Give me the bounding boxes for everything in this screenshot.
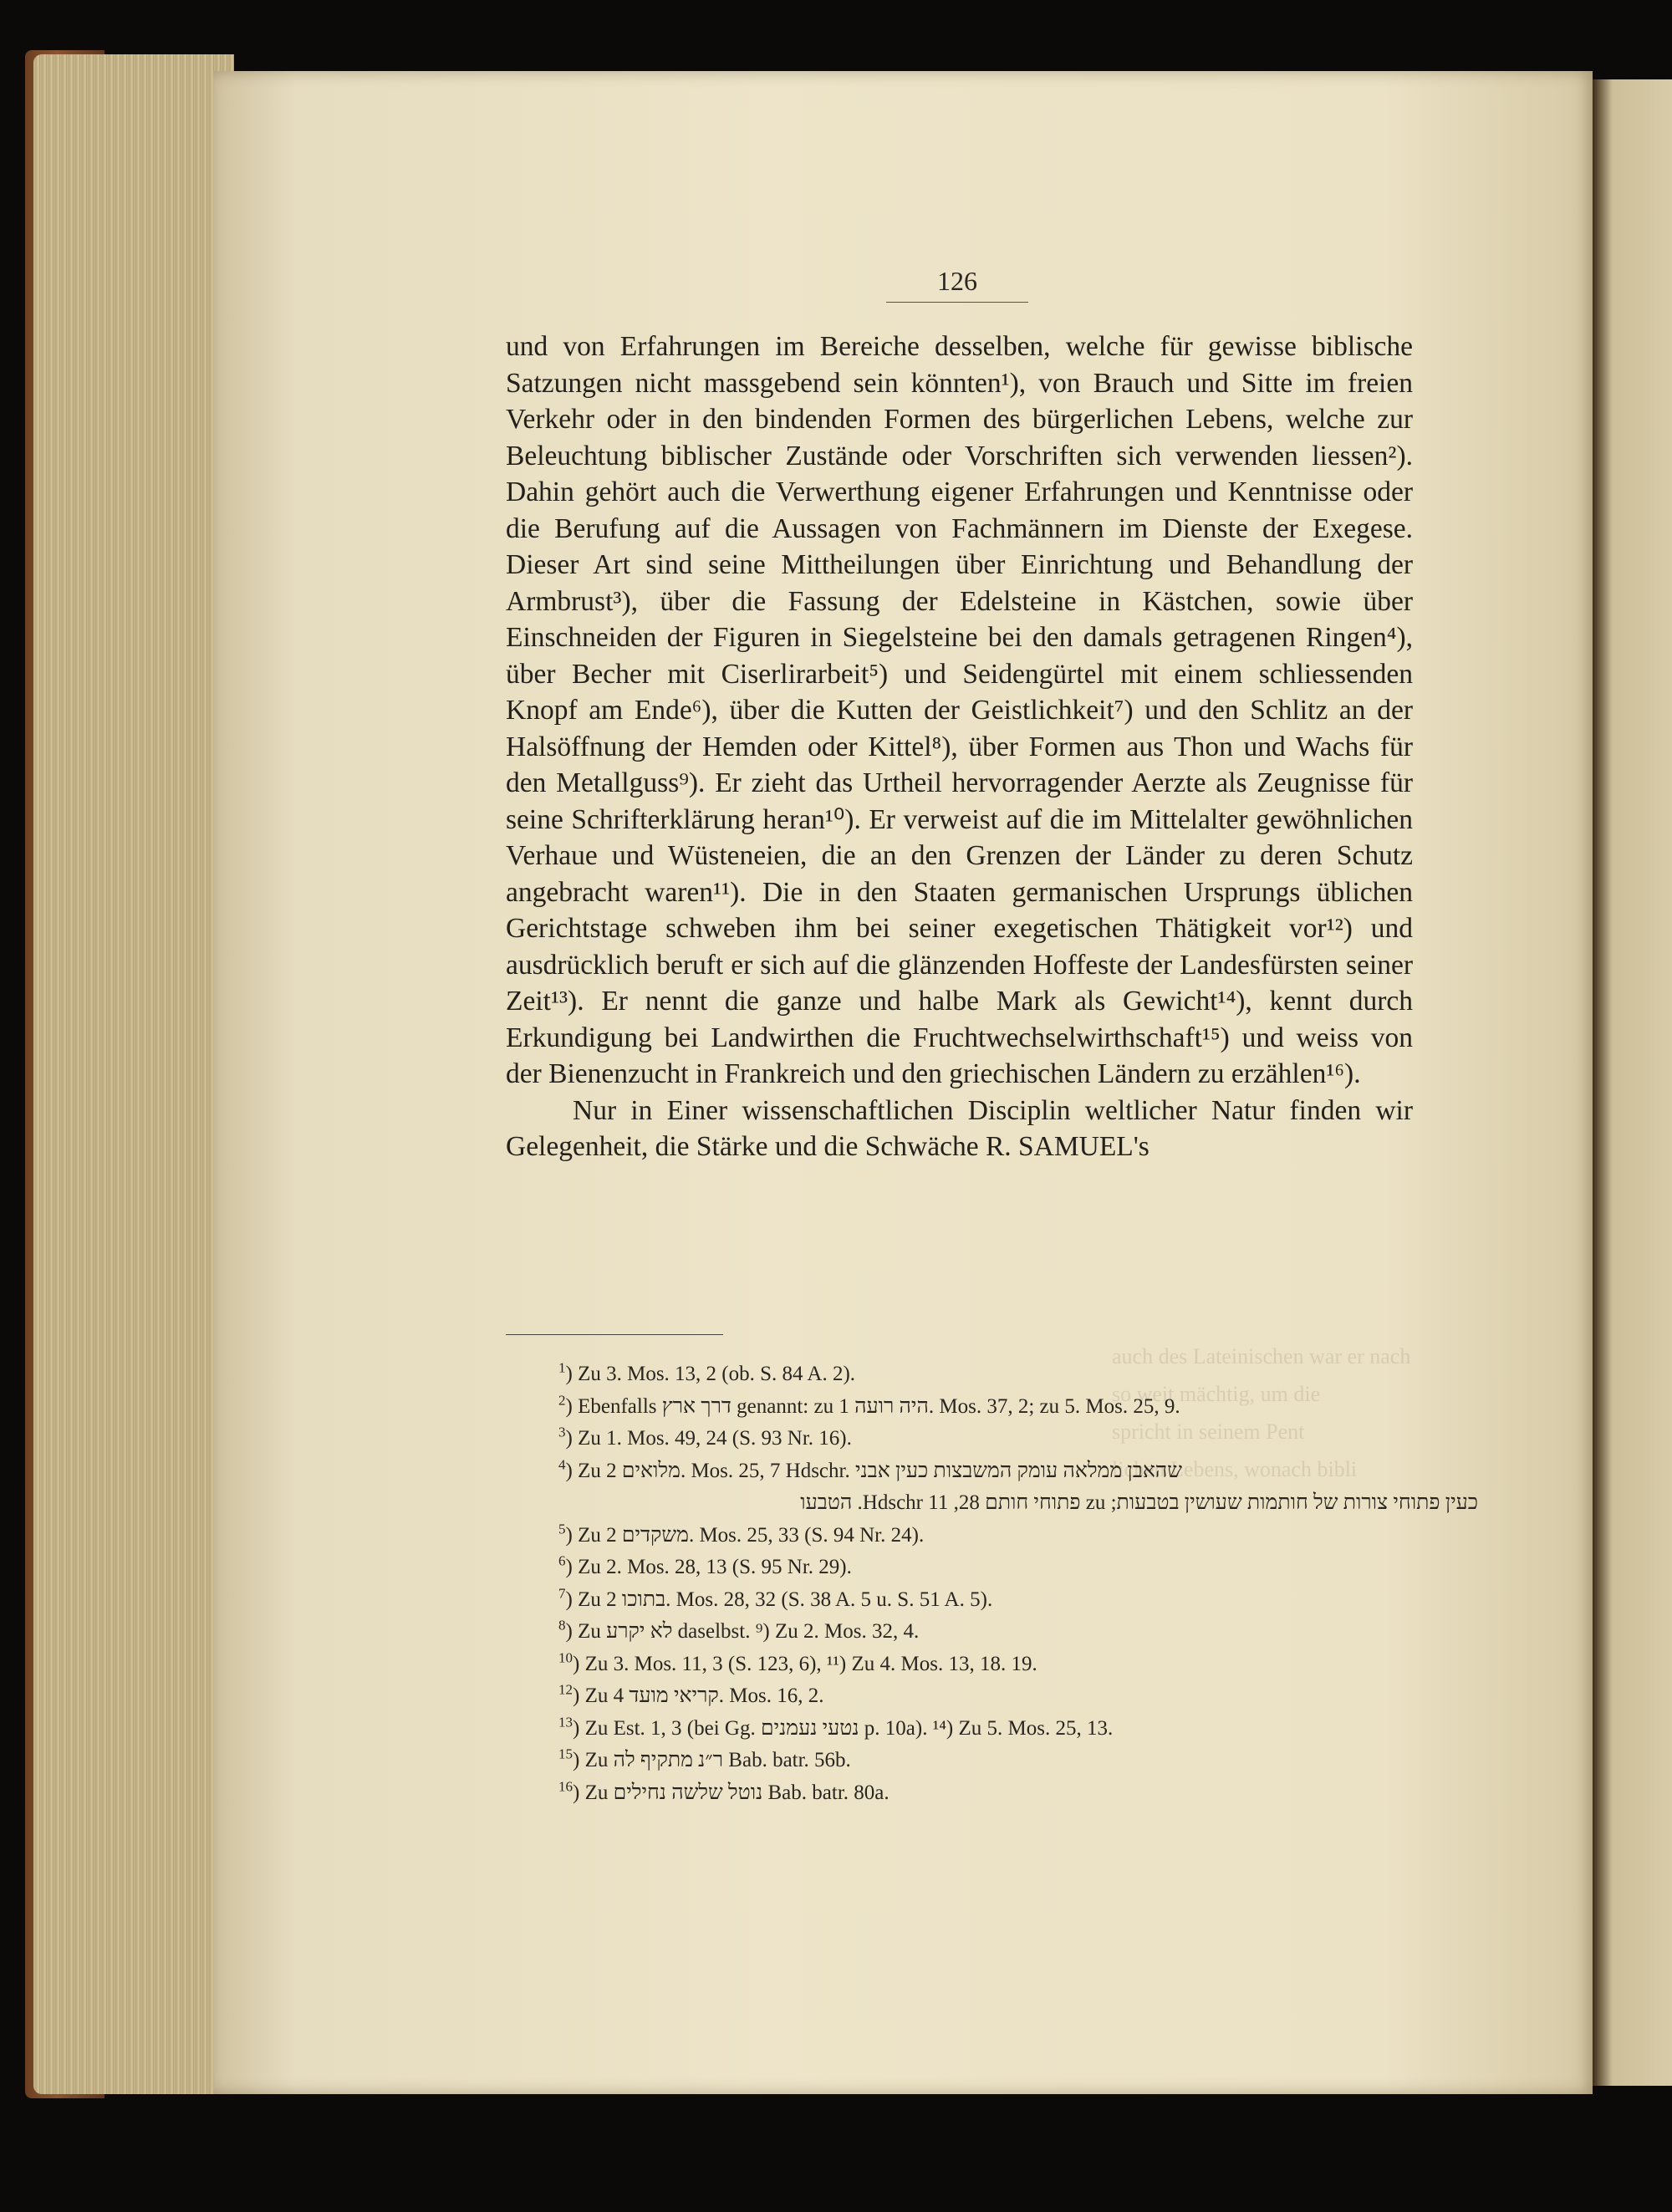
- footnote: $^4$) Zu מלואים 2. Mos. 25, 7 Hdschr. שהאבן ממלאה עומק המשבצות כעין אבני: [558, 1456, 1182, 1482]
- footnote: $^2$) Ebenfalls דרך ארץ genannt: zu היה רועה 1. Mos. 37, 2; zu 5. Mos. 25, 9.: [558, 1392, 1180, 1418]
- footnote-mark: 5: [558, 1521, 566, 1537]
- footnote: $^5$) Zu משקדים 2. Mos. 25, 33 (S. 94 Nr. 24).: [558, 1521, 925, 1547]
- paragraph-1: und von Erfahrungen im Bereiche desselben, welche für gewisse biblische Satzungen nicht massgebend sein könnten¹), von Brauch und Sitte im freien Verkehr oder in den bindenden Formen des bürgerlichen Lebens, welche zur Beleuchtung biblischer Zustände oder Vorschriften sich verwenden liessen²). Dahin gehört auch die Verwerthung eigener Erfahrungen und Kenntnisse oder die Berufung auf die Aussagen von Fachmännern im Dienste der Exegese. Dieser Art sind seine Mittheilungen über Einrichtung und Behandlung der Armbrust³), über die Fassung der Edelsteine in Kästchen, sowie über Einschneiden der Figuren in Siegelsteine bei den damals getragenen Ringen⁴), über Becher mit Ciserlirarbeit⁵) und Seidengürtel mit einem schliessenden Knopf am Ende⁶), über die Kutten der Geistlichkeit⁷) und den Schlitz an der Halsöffnung der Hemden oder Kittel⁸), über Formen aus Thon und Wachs für den Metallguss⁹). Er zieht das Urtheil hervorragender Aerzte als Zeugnisse für seine Schrifterklärung heran¹⁰). Er verweist auf die im Mittelalter gewöhnlichen Verhaue und Wüsteneien, die an den Grenzen der Länder zu deren Schutz angebracht waren¹¹). Die in den Staaten germanischen Ursprungs üblichen Gerichtstage schweben ihm bei seiner exegetischen Thätigkeit vor¹²) und ausdrücklich beruft er sich auf die glänzenden Hoffeste der Landesfürsten seiner Zeit¹³). Er nennt die ganze und halbe Mark als Gewicht¹⁴), kennt durch Erkundigung bei Landwirthen die Fruchtwechselwirthschaft¹⁵) und weiss von der Bienenzucht in Frankreich und den griechischen Ländern zu erzählen¹⁶).: [506, 331, 1413, 1089]
- footnote: $^{10}$) Zu 3. Mos. 11, 3 (S. 123, 6), ¹¹) Zu 4. Mos. 13, 18. 19.: [558, 1649, 1037, 1675]
- footnote-separator: [506, 1334, 723, 1335]
- footnote-text: Zu ר״נ מתקיף לה Bab. batr. 56b.: [584, 1749, 851, 1771]
- footnote-text: Zu 1. Mos. 49, 24 (S. 93 Nr. 16).: [578, 1427, 852, 1450]
- footnote-mark: 13: [558, 1714, 573, 1730]
- footnote-mark: 6: [558, 1552, 566, 1569]
- page-number: 126: [886, 266, 1028, 303]
- footnote-mark: 8: [558, 1617, 566, 1634]
- facing-page-edge: [1593, 79, 1672, 2086]
- footnote-mark: 7: [558, 1585, 566, 1602]
- footnote-text: Ebenfalls דרך ארץ genannt: zu היה רועה 1. Mos. 37, 2; zu 5. Mos. 25, 9.: [578, 1394, 1180, 1418]
- footnote-mark: 4: [558, 1456, 566, 1473]
- paragraph-2: Nur in Einer wissenschaftlichen Disciplin weltlicher Natur finden wir Gelegenheit, die Stärke und die Schwäche R. SAMUEL's: [506, 1094, 1413, 1162]
- footnote-mark: 12: [558, 1681, 573, 1698]
- footnote: $^{13}$) Zu Est. 1, 3 (bei Gg. נטעי נעמנים p. 10a). ¹⁴) Zu 5. Mos. 25, 13.: [558, 1714, 1114, 1740]
- footnote-mark: 16: [558, 1778, 573, 1795]
- show-through-text: auch des Lateinischen war er nach so weit mächtig, um die spricht in seinem Pent lichen Lebens, wonach bibli: [1112, 1344, 1411, 1481]
- footnote-text: Zu משקדים 2. Mos. 25, 33 (S. 94 Nr. 24).: [578, 1523, 925, 1547]
- footnote-text: Zu בתוכו 2. Mos. 28, 32 (S. 38 A. 5 u. S. 51 A. 5).: [578, 1588, 993, 1611]
- footnote-mark: 3: [558, 1424, 566, 1440]
- footnote-mark: 15: [558, 1746, 573, 1762]
- footnote-text: Zu 3. Mos. 13, 2 (ob. S. 84 A. 2).: [578, 1363, 856, 1385]
- footnote-text: Zu 3. Mos. 11, 3 (S. 123, 6), ¹¹) Zu 4. Mos. 13, 18. 19.: [584, 1652, 1037, 1675]
- footnote-text: Zu קריאי מועד 4. Mos. 16, 2.: [584, 1684, 824, 1707]
- footnote-text: Zu 2. Mos. 28, 13 (S. 95 Nr. 29).: [578, 1556, 852, 1578]
- footnotes: [558, 1358, 1478, 1809]
- footnote: $^8$) Zu לא יקרע daselbst. ⁹) Zu 2. Mos. 32, 4.: [558, 1617, 920, 1643]
- footnote-text: Zu Est. 1, 3 (bei Gg. נטעי נעמנים p. 10a). ¹⁴) Zu 5. Mos. 25, 13.: [584, 1716, 1114, 1740]
- footnote: $^{16}$) Zu נוטל שלשה נחילים Bab. batr. 80a.: [558, 1778, 890, 1804]
- footnote: $^3$) Zu 1. Mos. 49, 24 (S. 93 Nr. 16).: [558, 1424, 852, 1450]
- footnote-continuation: [508, 1487, 1478, 1520]
- footnote-mark: 2: [558, 1392, 566, 1409]
- footnote-text: Zu נוטל שלשה נחילים Bab. batr. 80a.: [584, 1781, 890, 1804]
- footnote: $^{15}$) Zu ר״נ מתקיף לה Bab. batr. 56b.: [558, 1746, 851, 1771]
- footnote: $^{12}$) Zu קריאי מועד 4. Mos. 16, 2.: [558, 1681, 824, 1707]
- footnote-text: Zu לא יקרע daselbst. ⁹) Zu 2. Mos. 32, 4.: [578, 1620, 920, 1643]
- body-text: [506, 329, 1413, 1165]
- footnote: $^7$) Zu בתוכו 2. Mos. 28, 32 (S. 38 A. 5 u. S. 51 A. 5).: [558, 1585, 993, 1611]
- footnote-text: כעין פתוחי צורות של חותמות שעושין בטבעות; zu פתוחי חותם 28, 11 Hdschr. הטבעו: [800, 1491, 1478, 1514]
- footnote: $^1$) Zu 3. Mos. 13, 2 (ob. S. 84 A. 2).: [558, 1359, 856, 1385]
- footnote: $^6$) Zu 2. Mos. 28, 13 (S. 95 Nr. 29).: [558, 1552, 852, 1578]
- page-stack-edges: [33, 54, 234, 2094]
- footnote-mark: 1: [558, 1359, 566, 1376]
- footnote-text: Zu מלואים 2. Mos. 25, 7 Hdschr. שהאבן ממלאה עומק המשבצות כעין אבני: [578, 1459, 1182, 1482]
- footnote-mark: 10: [558, 1649, 573, 1666]
